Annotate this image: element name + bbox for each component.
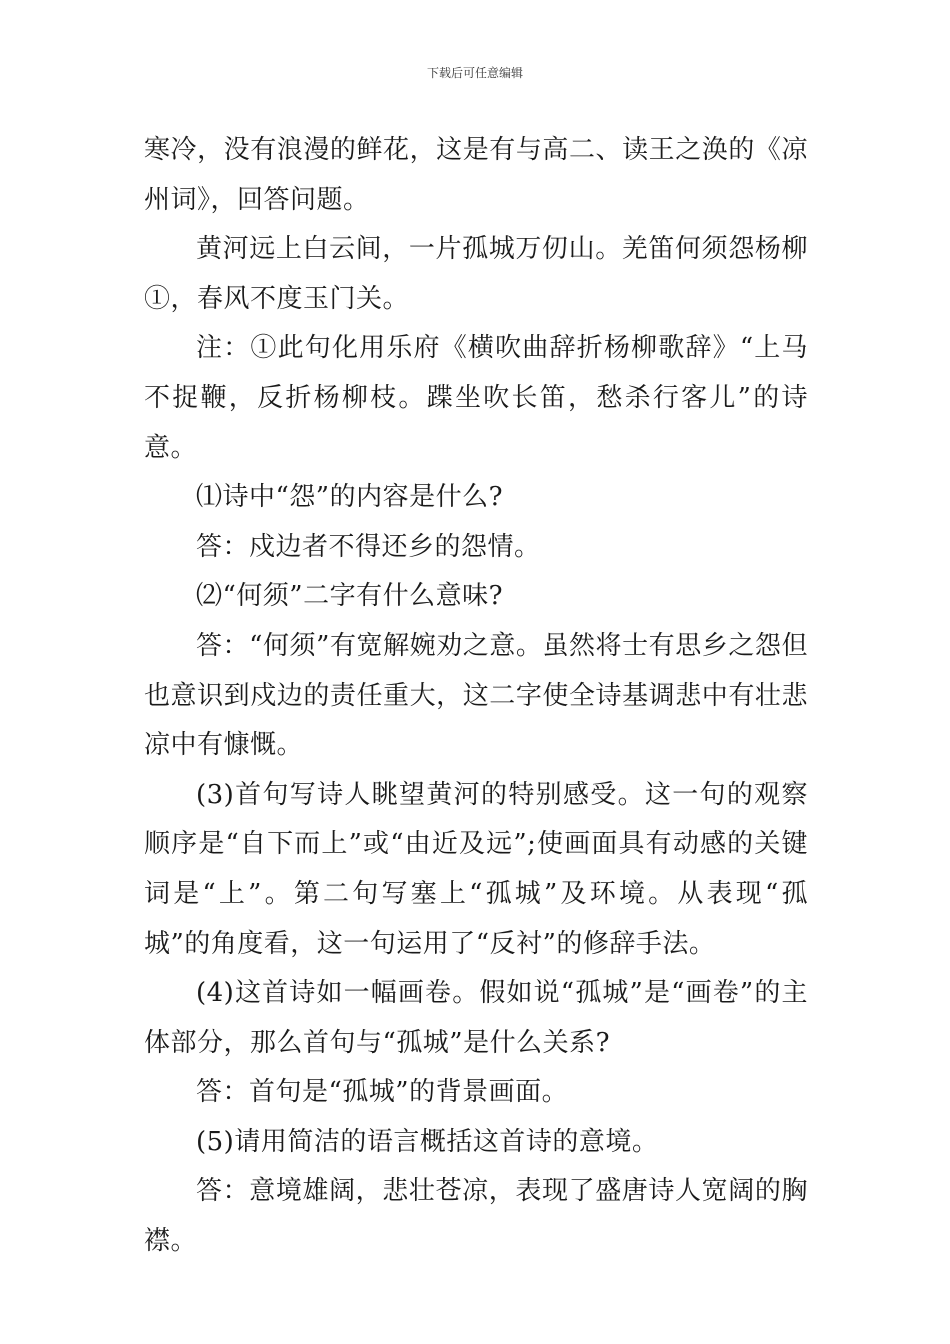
answer-4: 答：首句是“孤城”的背景画面。 xyxy=(196,1077,569,1108)
paragraph-note: 注：①此句化用乐府《横吹曲辞折杨柳歌辞》“上马不捉鞭，反折杨柳枝。蹀坐吹长笛，愁杀行客儿”的诗意。 xyxy=(144,333,808,463)
question-1: ⑴诗中“怨”的内容是什么? xyxy=(196,482,504,513)
answer-2: 答：“何须”有宽解婉劝之意。虽然将士有思乡之怨但也意识到戍边的责任重大，这二字使全诗基调悲中有壮悲凉中有慷慨。 xyxy=(144,630,808,761)
question-3: (3)首句写诗人眺望黄河的特别感受。这一句的观察顺序是“自下而上”或“由近及远”;使画面具有动感的关键词是“上”。第二句写塞上“孤城”及环境。从表现“孤城”的角度看，这一句运用了“反衬”的修辞手法。 xyxy=(144,779,808,959)
answer-1: 答：戍边者不得还乡的怨情。 xyxy=(196,531,541,562)
paragraph-poem: 黄河远上白云间，一片孤城万仞山。羌笛何须怨杨柳①，春风不度玉门关。 xyxy=(144,234,808,314)
paragraph-intro: 寒冷，没有浪漫的鲜花，这是有与高二、读王之涣的《凉州词》，回答问题。 xyxy=(144,135,808,215)
page-header: 下载后可任意编辑 xyxy=(426,66,523,80)
question-2: ⑵“何须”二字有什么意味? xyxy=(196,581,504,612)
question-4: (4)这首诗如一幅画卷。假如说“孤城”是“画卷”的主体部分，那么首句与“孤城”是什么关系? xyxy=(144,978,808,1058)
document-body xyxy=(144,126,808,1267)
question-5: (5)请用简洁的语言概括这首诗的意境。 xyxy=(196,1126,659,1157)
answer-5: 答：意境雄阔，悲壮苍凉，表现了盛唐诗人宽阔的胸襟。 xyxy=(144,1176,808,1257)
